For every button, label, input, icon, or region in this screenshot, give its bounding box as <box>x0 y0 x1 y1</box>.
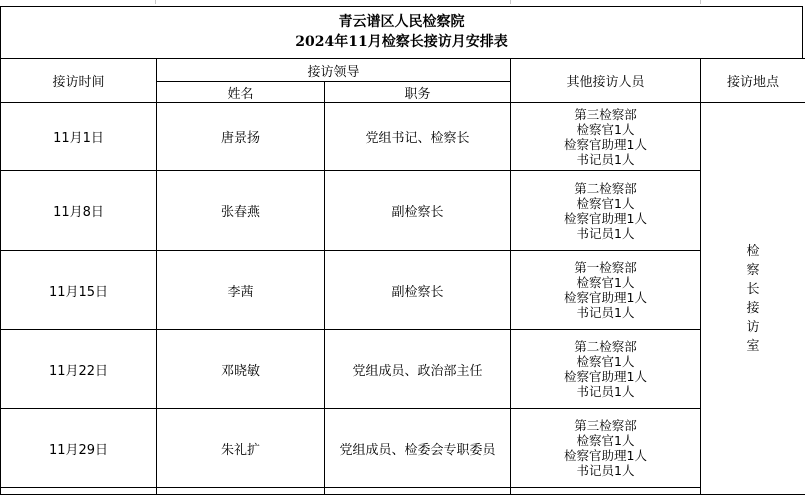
schedule-table <box>0 58 805 495</box>
location-char: 察 <box>701 261 805 280</box>
header-time: 接访时间 <box>1 59 157 103</box>
staff-line: 书记员1人 <box>511 226 700 241</box>
table-row <box>1 409 805 488</box>
date-cell: 11月29日 <box>1 409 157 488</box>
header-location: 接访地点 <box>701 59 805 103</box>
header-position: 职务 <box>325 82 511 103</box>
staff-line: 第二检察部 <box>511 339 700 354</box>
position-cell: 副检察长 <box>325 171 511 251</box>
header-others: 其他接访人员 <box>511 59 701 103</box>
location-char: 室 <box>701 337 805 356</box>
staff-line: 检察官1人 <box>511 122 700 137</box>
others-cell <box>511 171 701 251</box>
header-row-1 <box>1 59 805 82</box>
name-cell: 邓晓敏 <box>157 330 325 409</box>
title-line-1: 青云谱区人民检察院 <box>1 12 802 32</box>
position-cell: 党组书记、检察长 <box>325 103 511 171</box>
staff-line: 书记员1人 <box>511 305 700 320</box>
others-cell <box>511 330 701 409</box>
staff-line: 第二检察部 <box>511 181 700 196</box>
name-cell: 朱礼扩 <box>157 409 325 488</box>
staff-line: 检察官1人 <box>511 196 700 211</box>
others-cell <box>511 103 701 171</box>
others-cell <box>511 409 701 488</box>
staff-line: 第一检察部 <box>511 260 700 275</box>
location-char: 检 <box>701 242 805 261</box>
location-char: 访 <box>701 318 805 337</box>
document-title <box>0 6 803 58</box>
staff-line: 检察官助理1人 <box>511 290 700 305</box>
staff-line: 检察官助理1人 <box>511 211 700 226</box>
header-name: 姓名 <box>157 82 325 103</box>
staff-line: 第三检察部 <box>511 107 700 122</box>
location-char: 接 <box>701 299 805 318</box>
date-cell: 11月1日 <box>1 103 157 171</box>
table-row <box>1 330 805 409</box>
staff-line: 第三检察部 <box>511 418 700 433</box>
staff-line: 书记员1人 <box>511 463 700 478</box>
name-cell: 张春燕 <box>157 171 325 251</box>
title-line-2: 2024年11月检察长接访月安排表 <box>1 32 802 52</box>
table-row <box>1 251 805 330</box>
staff-line: 书记员1人 <box>511 384 700 399</box>
table-row <box>1 171 805 251</box>
date-cell: 11月22日 <box>1 330 157 409</box>
location-cell <box>701 103 805 495</box>
staff-line: 检察官1人 <box>511 433 700 448</box>
staff-line: 检察官1人 <box>511 354 700 369</box>
position-cell: 党组成员、检委会专职委员 <box>325 409 511 488</box>
position-cell: 副检察长 <box>325 251 511 330</box>
staff-line: 书记员1人 <box>511 152 700 167</box>
name-cell: 李茜 <box>157 251 325 330</box>
position-cell: 党组成员、政治部主任 <box>325 330 511 409</box>
date-cell: 11月15日 <box>1 251 157 330</box>
staff-line: 检察官助理1人 <box>511 137 700 152</box>
table-row <box>1 103 805 171</box>
location-char: 长 <box>701 280 805 299</box>
staff-line: 检察官助理1人 <box>511 448 700 463</box>
others-cell <box>511 251 701 330</box>
name-cell: 唐景扬 <box>157 103 325 171</box>
header-leader: 接访领导 <box>157 59 511 82</box>
date-cell: 11月8日 <box>1 171 157 251</box>
staff-line: 检察官助理1人 <box>511 369 700 384</box>
staff-line: 检察官1人 <box>511 275 700 290</box>
